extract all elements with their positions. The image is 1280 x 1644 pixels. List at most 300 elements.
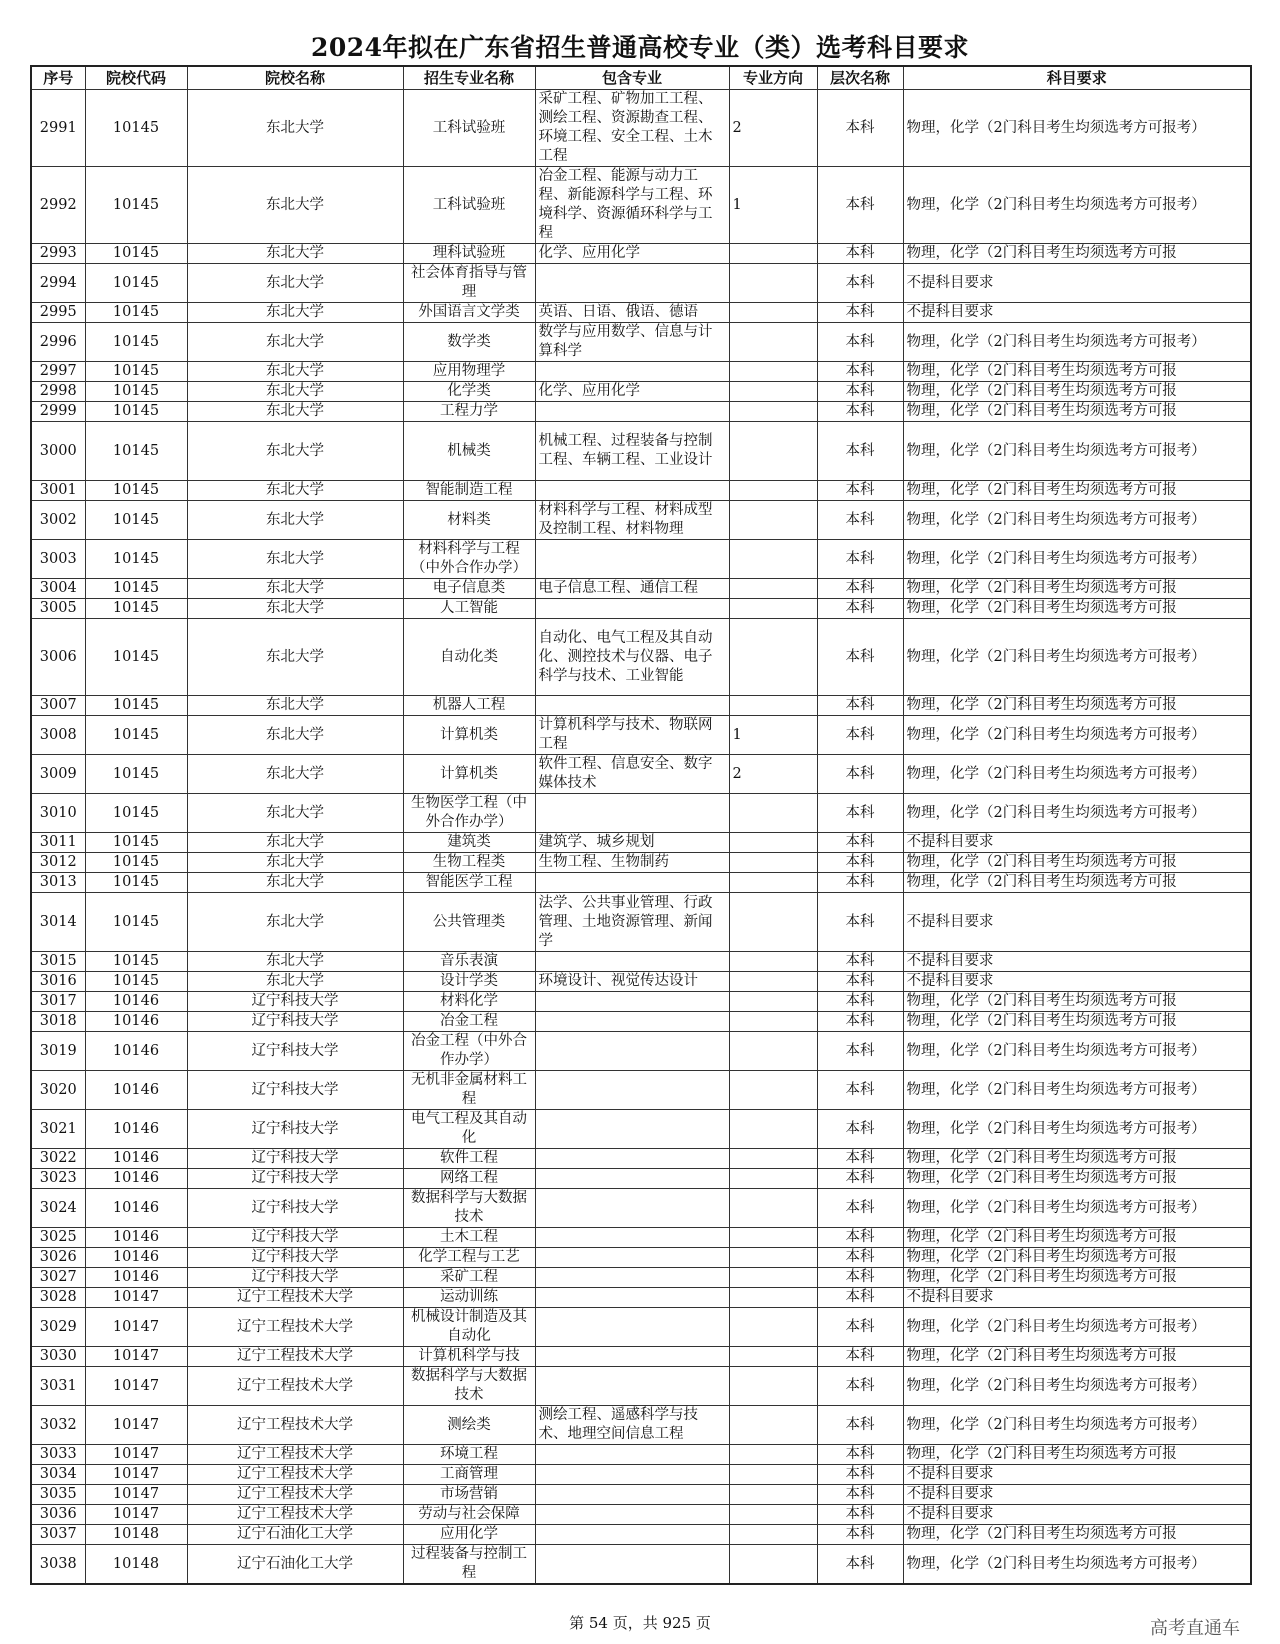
level-cell: 本科 [817,1228,903,1248]
included-majors-cell [535,696,729,716]
subject-requirement-cell: 物理，化学（2门科目考生均须选考方可报 [903,1525,1251,1545]
table-row [31,1288,1251,1308]
direction-cell [729,972,817,992]
school-name-cell: 辽宁科技大学 [187,1268,403,1288]
level-cell: 本科 [817,264,903,303]
school-code-cell: 10145 [85,540,187,579]
level-cell: 本科 [817,755,903,794]
seq-cell: 3030 [31,1347,85,1367]
school-code-cell: 10145 [85,893,187,952]
subject-requirement-cell: 物理，化学（2门科目考生均须选考方可报考） [903,1071,1251,1110]
table-row [31,1367,1251,1406]
level-cell: 本科 [817,303,903,323]
subject-requirement-cell: 物理，化学（2门科目考生均须选考方可报 [903,1347,1251,1367]
school-code-cell: 10146 [85,1012,187,1032]
direction-cell [729,1189,817,1228]
school-code-cell: 10146 [85,1268,187,1288]
subject-requirement-cell: 物理，化学（2门科目考生均须选考方可报考） [903,540,1251,579]
major-name-cell: 电子信息类 [403,579,535,599]
subject-requirement-cell: 物理，化学（2门科目考生均须选考方可报考） [903,422,1251,481]
table-row [31,1268,1251,1288]
level-cell: 本科 [817,1268,903,1288]
seq-cell: 2993 [31,244,85,264]
page-title: 2024年拟在广东省招生普通高校专业（类）选考科目要求 [310,33,970,62]
school-code-cell: 10146 [85,1149,187,1169]
school-name-cell: 辽宁工程技术大学 [187,1445,403,1465]
column-header: 层次名称 [817,66,903,90]
school-name-cell: 东北大学 [187,794,403,833]
table-row [31,1545,1251,1585]
direction-cell [729,323,817,362]
table-row [31,972,1251,992]
major-name-cell: 软件工程 [403,1149,535,1169]
school-code-cell: 10148 [85,1545,187,1585]
major-name-cell: 测绘类 [403,1406,535,1445]
school-code-cell: 10147 [85,1505,187,1525]
included-majors-cell: 化学、应用化学 [535,382,729,402]
included-majors-cell [535,1012,729,1032]
major-name-cell: 材料类 [403,501,535,540]
seq-cell: 2998 [31,382,85,402]
school-code-cell: 10146 [85,1169,187,1189]
major-name-cell: 工商管理 [403,1465,535,1485]
table-row [31,1169,1251,1189]
level-cell: 本科 [817,1465,903,1485]
included-majors-cell [535,1525,729,1545]
school-name-cell: 东北大学 [187,833,403,853]
included-majors-cell [535,1288,729,1308]
table-row [31,794,1251,833]
included-majors-cell: 自动化、电气工程及其自动化、测控技术与仪器、电子科学与技术、工业智能 [535,619,729,696]
table-row [31,755,1251,794]
level-cell: 本科 [817,1445,903,1465]
level-cell: 本科 [817,794,903,833]
table-row [31,992,1251,1012]
school-code-cell: 10145 [85,579,187,599]
school-name-cell: 东北大学 [187,540,403,579]
school-code-cell: 10145 [85,696,187,716]
direction-cell [729,1288,817,1308]
included-majors-cell [535,1485,729,1505]
direction-cell [729,853,817,873]
school-code-cell: 10145 [85,619,187,696]
major-name-cell: 采矿工程 [403,1268,535,1288]
major-name-cell: 机械类 [403,422,535,481]
level-cell: 本科 [817,1071,903,1110]
level-cell: 本科 [817,1406,903,1445]
column-header: 院校名称 [187,66,403,90]
school-name-cell: 东北大学 [187,501,403,540]
level-cell: 本科 [817,1308,903,1347]
direction-cell [729,1347,817,1367]
seq-cell: 3011 [31,833,85,853]
school-code-cell: 10145 [85,167,187,244]
level-cell: 本科 [817,1485,903,1505]
level-cell: 本科 [817,244,903,264]
subject-requirement-cell: 不提科目要求 [903,1465,1251,1485]
requirements-table-container [30,65,1250,1585]
school-name-cell: 东北大学 [187,853,403,873]
included-majors-cell: 电子信息工程、通信工程 [535,579,729,599]
school-name-cell: 辽宁科技大学 [187,1189,403,1228]
subject-requirement-cell: 物理，化学（2门科目考生均须选考方可报 [903,481,1251,501]
major-name-cell: 计算机类 [403,755,535,794]
included-majors-cell [535,540,729,579]
school-code-cell: 10148 [85,1525,187,1545]
included-majors-cell: 机械工程、过程装备与控制工程、车辆工程、工业设计 [535,422,729,481]
school-code-cell: 10145 [85,716,187,755]
school-name-cell: 辽宁工程技术大学 [187,1465,403,1485]
table-row [31,853,1251,873]
school-code-cell: 10145 [85,303,187,323]
subject-requirement-cell: 物理，化学（2门科目考生均须选考方可报 [903,853,1251,873]
table-row [31,833,1251,853]
table-row [31,1406,1251,1445]
school-code-cell: 10146 [85,1189,187,1228]
school-code-cell: 10146 [85,1110,187,1149]
school-name-cell: 辽宁科技大学 [187,1032,403,1071]
major-name-cell: 自动化类 [403,619,535,696]
major-name-cell: 材料科学与工程（中外合作办学） [403,540,535,579]
seq-cell: 3037 [31,1525,85,1545]
table-row [31,382,1251,402]
direction-cell [729,1169,817,1189]
direction-cell [729,1110,817,1149]
subject-requirement-cell: 物理，化学（2门科目考生均须选考方可报 [903,362,1251,382]
major-name-cell: 智能医学工程 [403,873,535,893]
major-name-cell: 无机非金属材料工程 [403,1071,535,1110]
school-code-cell: 10145 [85,599,187,619]
direction-cell [729,794,817,833]
school-code-cell: 10145 [85,873,187,893]
direction-cell [729,1367,817,1406]
subject-requirement-cell: 物理，化学（2门科目考生均须选考方可报 [903,244,1251,264]
direction-cell [729,1228,817,1248]
seq-cell: 3028 [31,1288,85,1308]
direction-cell: 1 [729,167,817,244]
table-row [31,1071,1251,1110]
school-name-cell: 辽宁科技大学 [187,1248,403,1268]
subject-requirement-cell: 物理，化学（2门科目考生均须选考方可报考） [903,794,1251,833]
school-code-cell: 10147 [85,1485,187,1505]
school-code-cell: 10145 [85,501,187,540]
school-name-cell: 东北大学 [187,481,403,501]
table-row [31,323,1251,362]
included-majors-cell [535,1505,729,1525]
school-code-cell: 10147 [85,1367,187,1406]
major-name-cell: 公共管理类 [403,893,535,952]
direction-cell [729,540,817,579]
table-row [31,1012,1251,1032]
subject-requirement-cell: 不提科目要求 [903,1485,1251,1505]
school-name-cell: 东北大学 [187,303,403,323]
included-majors-cell [535,1228,729,1248]
seq-cell: 3015 [31,952,85,972]
major-name-cell: 生物工程类 [403,853,535,873]
school-code-cell: 10146 [85,1032,187,1071]
table-row [31,1525,1251,1545]
level-cell: 本科 [817,1347,903,1367]
subject-requirement-cell: 物理，化学（2门科目考生均须选考方可报考） [903,501,1251,540]
seq-cell: 3023 [31,1169,85,1189]
school-name-cell: 东北大学 [187,244,403,264]
direction-cell [729,599,817,619]
school-name-cell: 辽宁石油化工大学 [187,1545,403,1585]
level-cell: 本科 [817,402,903,422]
seq-cell: 3031 [31,1367,85,1406]
level-cell: 本科 [817,873,903,893]
seq-cell: 3001 [31,481,85,501]
seq-cell: 3006 [31,619,85,696]
table-row [31,1505,1251,1525]
subject-requirement-cell: 物理，化学（2门科目考生均须选考方可报考） [903,167,1251,244]
major-name-cell: 过程装备与控制工程 [403,1545,535,1585]
table-row [31,1228,1251,1248]
level-cell: 本科 [817,1032,903,1071]
column-header: 院校代码 [85,66,187,90]
direction-cell [729,1465,817,1485]
school-code-cell: 10146 [85,1071,187,1110]
source-watermark: 高考直通车 [1150,1618,1240,1639]
level-cell: 本科 [817,362,903,382]
seq-cell: 3029 [31,1308,85,1347]
school-name-cell: 东北大学 [187,579,403,599]
seq-cell: 3024 [31,1189,85,1228]
subject-requirement-cell: 不提科目要求 [903,264,1251,303]
column-header: 包含专业 [535,66,729,90]
school-name-cell: 东北大学 [187,264,403,303]
subject-requirement-cell: 物理，化学（2门科目考生均须选考方可报 [903,1012,1251,1032]
level-cell: 本科 [817,540,903,579]
school-code-cell: 10147 [85,1308,187,1347]
major-name-cell: 智能制造工程 [403,481,535,501]
seq-cell: 3033 [31,1445,85,1465]
seq-cell: 3017 [31,992,85,1012]
table-row [31,893,1251,952]
level-cell: 本科 [817,1505,903,1525]
direction-cell [729,1308,817,1347]
seq-cell: 2991 [31,90,85,167]
level-cell: 本科 [817,422,903,481]
subject-requirement-cell: 物理，化学（2门科目考生均须选考方可报考） [903,1032,1251,1071]
table-row [31,1308,1251,1347]
subject-requirement-cell: 物理，化学（2门科目考生均须选考方可报考） [903,716,1251,755]
seq-cell: 3038 [31,1545,85,1585]
table-row [31,1189,1251,1228]
direction-cell [729,833,817,853]
major-name-cell: 材料化学 [403,992,535,1012]
level-cell: 本科 [817,1189,903,1228]
direction-cell [729,1012,817,1032]
table-row [31,579,1251,599]
level-cell: 本科 [817,853,903,873]
major-name-cell: 电气工程及其自动化 [403,1110,535,1149]
seq-cell: 2994 [31,264,85,303]
major-name-cell: 人工智能 [403,599,535,619]
major-name-cell: 工科试验班 [403,167,535,244]
included-majors-cell: 软件工程、信息安全、数字媒体技术 [535,755,729,794]
school-name-cell: 辽宁工程技术大学 [187,1505,403,1525]
included-majors-cell [535,873,729,893]
seq-cell: 3003 [31,540,85,579]
major-name-cell: 劳动与社会保障 [403,1505,535,1525]
major-name-cell: 应用化学 [403,1525,535,1545]
major-name-cell: 数据科学与大数据技术 [403,1367,535,1406]
subject-requirement-cell: 物理，化学（2门科目考生均须选考方可报考） [903,755,1251,794]
school-name-cell: 东北大学 [187,972,403,992]
seq-cell: 3007 [31,696,85,716]
major-name-cell: 计算机类 [403,716,535,755]
level-cell: 本科 [817,1545,903,1585]
school-name-cell: 辽宁工程技术大学 [187,1347,403,1367]
column-header: 序号 [31,66,85,90]
direction-cell [729,1505,817,1525]
seq-cell: 2999 [31,402,85,422]
school-name-cell: 东北大学 [187,755,403,794]
direction-cell [729,893,817,952]
major-name-cell: 运动训练 [403,1288,535,1308]
subject-requirement-cell: 物理，化学（2门科目考生均须选考方可报考） [903,1545,1251,1585]
included-majors-cell [535,1347,729,1367]
subject-requirement-cell: 物理，化学（2门科目考生均须选考方可报 [903,579,1251,599]
seq-cell: 3012 [31,853,85,873]
school-name-cell: 辽宁工程技术大学 [187,1367,403,1406]
school-code-cell: 10145 [85,755,187,794]
direction-cell [729,579,817,599]
direction-cell [729,1149,817,1169]
major-name-cell: 市场营销 [403,1485,535,1505]
school-name-cell: 东北大学 [187,696,403,716]
table-row [31,696,1251,716]
major-name-cell: 工程力学 [403,402,535,422]
table-row [31,402,1251,422]
included-majors-cell [535,362,729,382]
level-cell: 本科 [817,599,903,619]
major-name-cell: 化学类 [403,382,535,402]
seq-cell: 3008 [31,716,85,755]
direction-cell: 2 [729,90,817,167]
included-majors-cell [535,1032,729,1071]
included-majors-cell [535,599,729,619]
school-code-cell: 10147 [85,1465,187,1485]
direction-cell [729,303,817,323]
major-name-cell: 网络工程 [403,1169,535,1189]
included-majors-cell [535,1465,729,1485]
direction-cell [729,362,817,382]
subject-requirement-cell: 物理，化学（2门科目考生均须选考方可报考） [903,1367,1251,1406]
direction-cell [729,873,817,893]
column-header: 专业方向 [729,66,817,90]
included-majors-cell [535,1149,729,1169]
school-code-cell: 10145 [85,90,187,167]
direction-cell [729,264,817,303]
school-code-cell: 10147 [85,1406,187,1445]
subject-requirement-cell: 物理，化学（2门科目考生均须选考方可报 [903,1169,1251,1189]
included-majors-cell [535,1308,729,1347]
included-majors-cell: 化学、应用化学 [535,244,729,264]
school-code-cell: 10146 [85,1248,187,1268]
seq-cell: 3009 [31,755,85,794]
school-code-cell: 10145 [85,952,187,972]
direction-cell [729,382,817,402]
direction-cell [729,1268,817,1288]
seq-cell: 3002 [31,501,85,540]
included-majors-cell [535,481,729,501]
included-majors-cell: 材料科学与工程、材料成型及控制工程、材料物理 [535,501,729,540]
seq-cell: 3004 [31,579,85,599]
table-body [31,90,1251,1585]
requirements-table [30,65,1252,1585]
subject-requirement-cell: 不提科目要求 [903,952,1251,972]
seq-cell: 2992 [31,167,85,244]
level-cell: 本科 [817,716,903,755]
subject-requirement-cell: 不提科目要求 [903,1505,1251,1525]
school-code-cell: 10145 [85,264,187,303]
level-cell: 本科 [817,972,903,992]
major-name-cell: 机器人工程 [403,696,535,716]
school-name-cell: 东北大学 [187,619,403,696]
major-name-cell: 社会体育指导与管理 [403,264,535,303]
school-code-cell: 10145 [85,402,187,422]
school-name-cell: 辽宁科技大学 [187,1071,403,1110]
direction-cell: 2 [729,755,817,794]
subject-requirement-cell: 物理，化学（2门科目考生均须选考方可报 [903,696,1251,716]
direction-cell [729,1525,817,1545]
direction-cell: 1 [729,716,817,755]
level-cell: 本科 [817,1288,903,1308]
major-name-cell: 应用物理学 [403,362,535,382]
direction-cell [729,1248,817,1268]
table-row [31,1248,1251,1268]
direction-cell [729,1545,817,1585]
level-cell: 本科 [817,579,903,599]
table-row [31,1347,1251,1367]
school-code-cell: 10145 [85,794,187,833]
school-name-cell: 东北大学 [187,323,403,362]
included-majors-cell: 数学与应用数学、信息与计算科学 [535,323,729,362]
major-name-cell: 化学工程与工艺 [403,1248,535,1268]
table-row [31,619,1251,696]
included-majors-cell: 建筑学、城乡规划 [535,833,729,853]
seq-cell: 3000 [31,422,85,481]
level-cell: 本科 [817,619,903,696]
major-name-cell: 环境工程 [403,1445,535,1465]
subject-requirement-cell: 不提科目要求 [903,1288,1251,1308]
seq-cell: 3035 [31,1485,85,1505]
major-name-cell: 土木工程 [403,1228,535,1248]
subject-requirement-cell: 物理，化学（2门科目考生均须选考方可报 [903,992,1251,1012]
school-name-cell: 东北大学 [187,167,403,244]
direction-cell [729,952,817,972]
page-number-footer: 第 54 页，共 925 页 [569,1614,711,1632]
seq-cell: 3034 [31,1465,85,1485]
school-name-cell: 辽宁科技大学 [187,1110,403,1149]
school-name-cell: 辽宁工程技术大学 [187,1406,403,1445]
subject-requirement-cell: 物理，化学（2门科目考生均须选考方可报 [903,599,1251,619]
level-cell: 本科 [817,893,903,952]
school-name-cell: 辽宁科技大学 [187,1169,403,1189]
level-cell: 本科 [817,833,903,853]
seq-cell: 3025 [31,1228,85,1248]
level-cell: 本科 [817,1149,903,1169]
school-name-cell: 辽宁工程技术大学 [187,1288,403,1308]
major-name-cell: 机械设计制造及其自动化 [403,1308,535,1347]
level-cell: 本科 [817,1248,903,1268]
school-name-cell: 辽宁工程技术大学 [187,1485,403,1505]
school-code-cell: 10145 [85,972,187,992]
school-code-cell: 10145 [85,362,187,382]
included-majors-cell [535,1545,729,1585]
